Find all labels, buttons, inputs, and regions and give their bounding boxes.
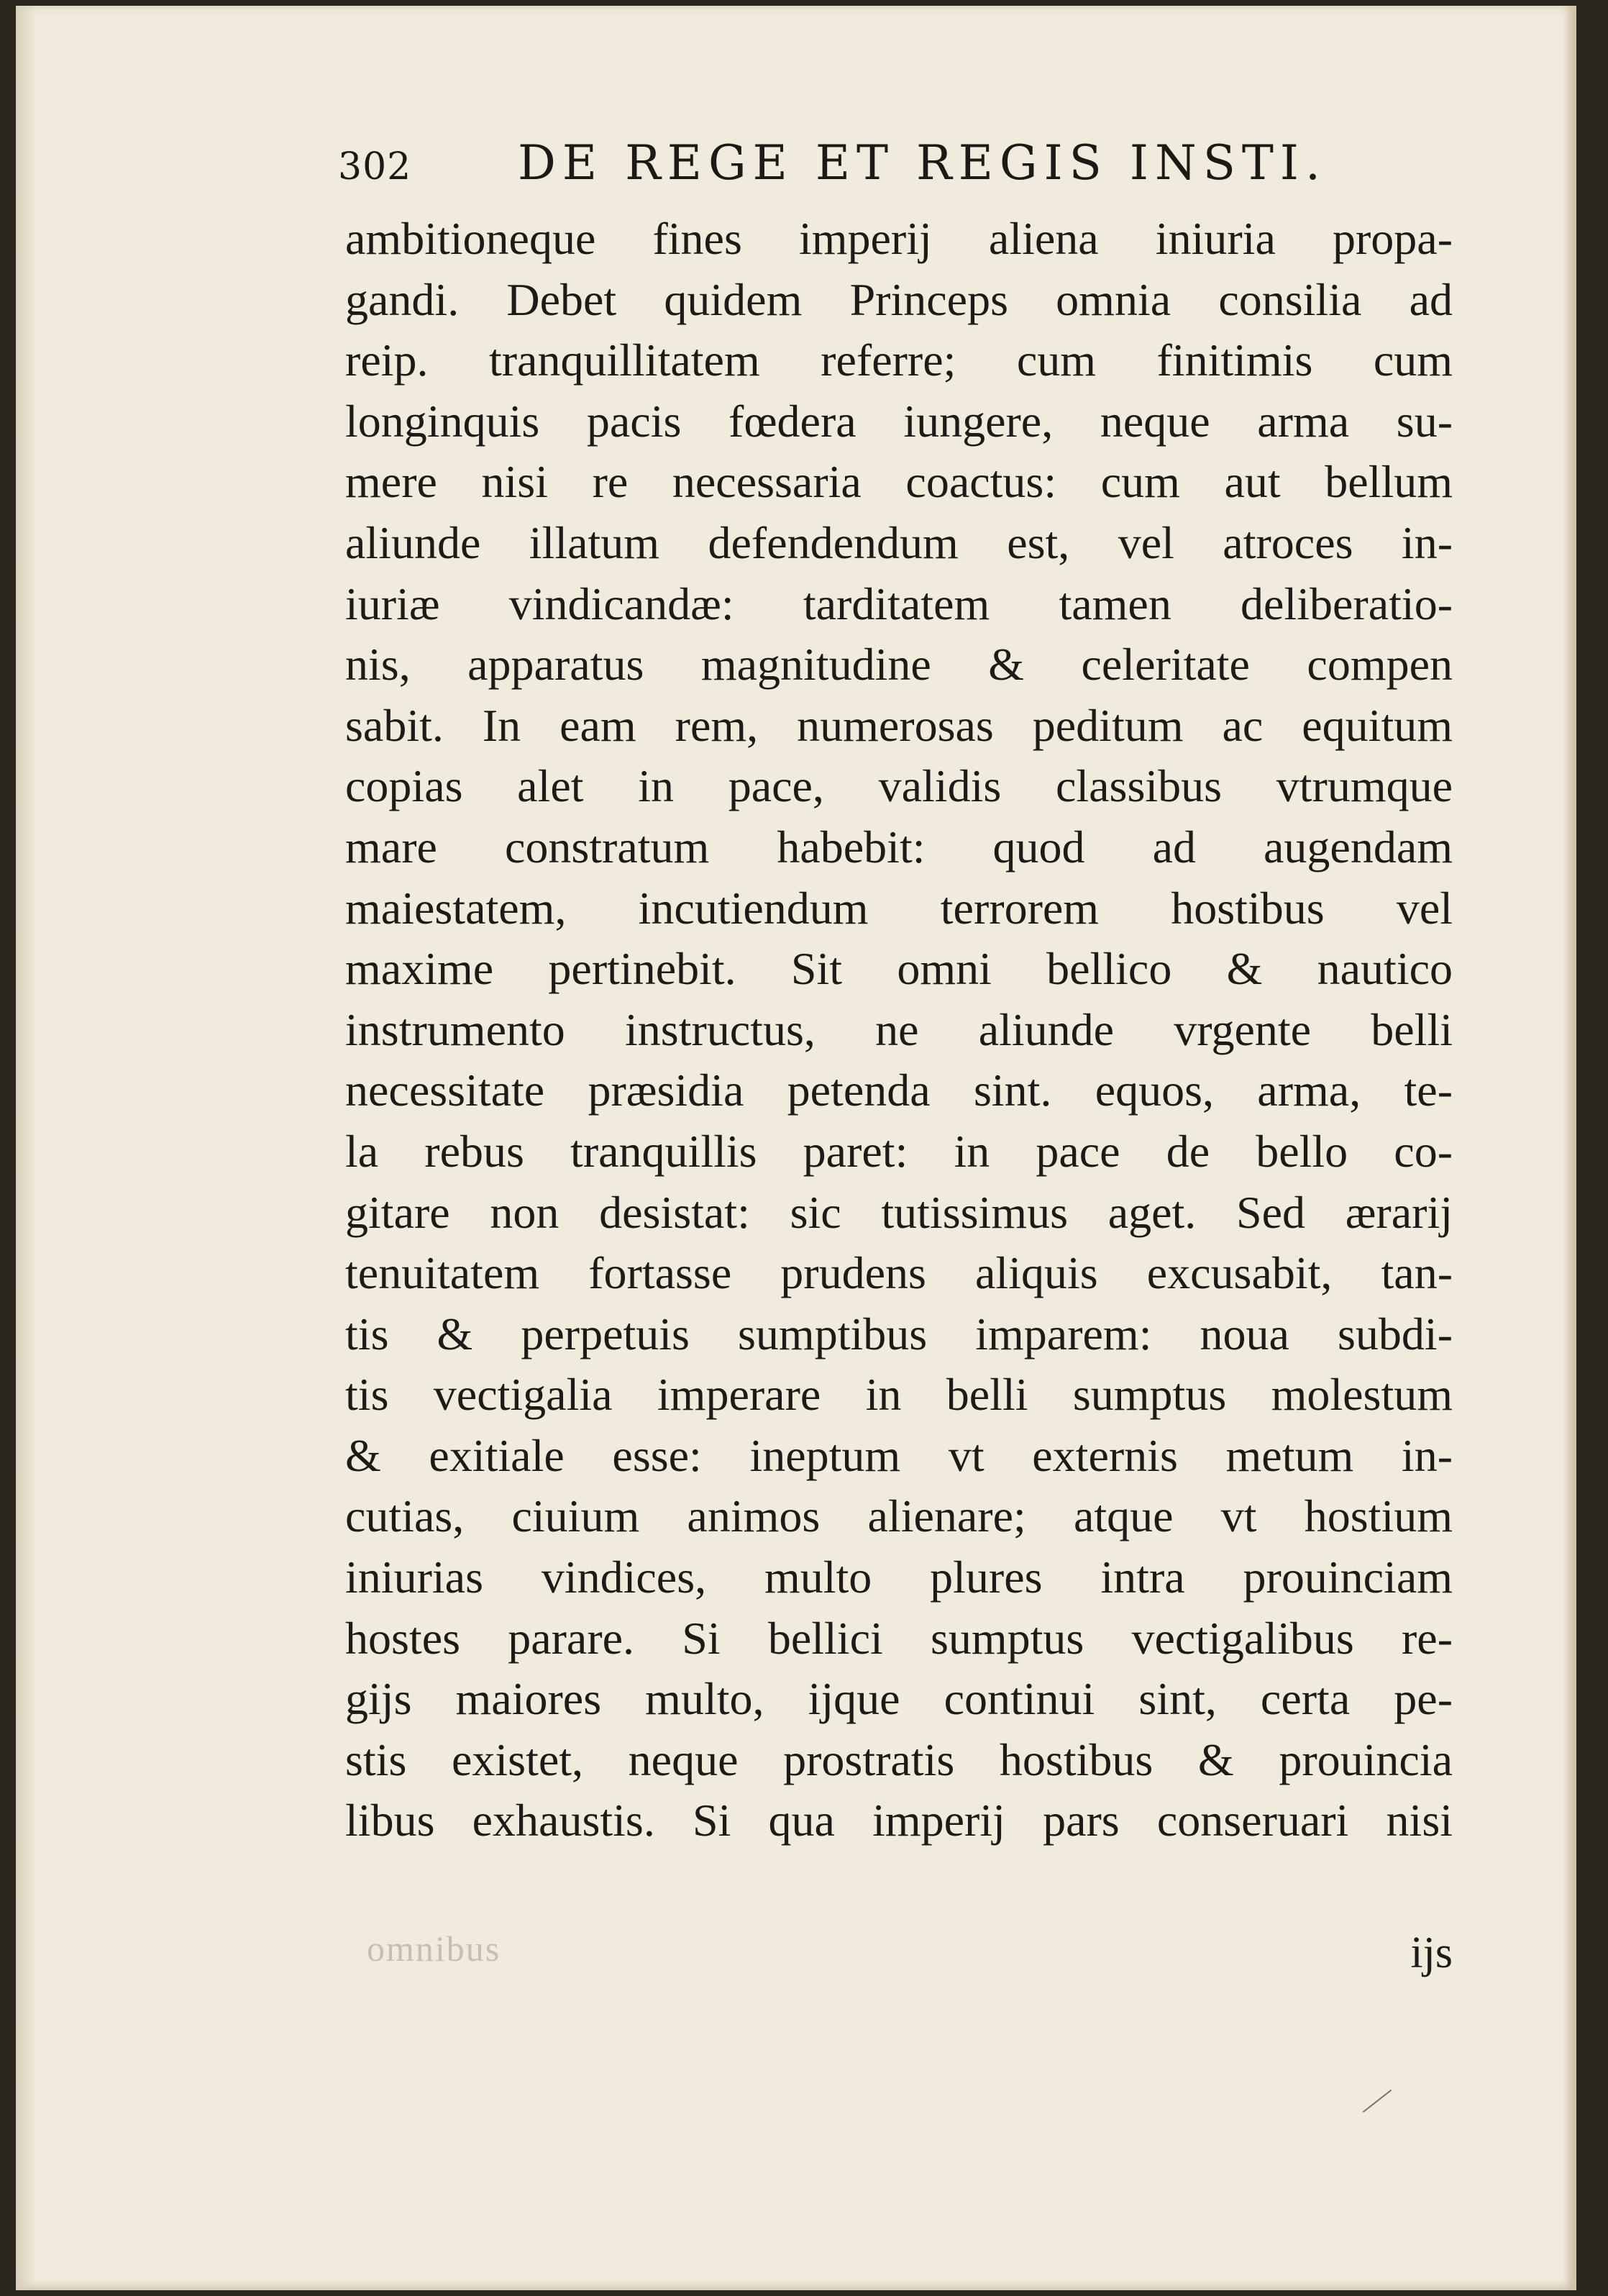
text-line: mere nisi re necessaria coactus: cum aut bellum xyxy=(345,456,1453,508)
page-number: 302 xyxy=(338,145,412,188)
text-line: copias alet in pace, validis classibus vtrumque xyxy=(345,760,1453,812)
fore-edge-shadow xyxy=(1563,6,1576,2290)
text-line: iuriæ vindicandæ: tarditatem tamen deliberatio- xyxy=(345,578,1453,629)
text-line: tenuitatem fortasse prudens aliquis excusabit, tan- xyxy=(345,1247,1453,1299)
text-line: stis existet, neque prostratis hostibus & prouincia xyxy=(345,1734,1453,1785)
text-line: reip. tranquillitatem referre; cum finitimis cum xyxy=(345,334,1453,386)
gutter-shadow xyxy=(16,6,37,2290)
text-line: sabit. In eam rem, numerosas peditum ac equitum xyxy=(345,699,1453,751)
running-head: DE REGE ET REGIS INSTI. xyxy=(518,135,1327,191)
text-line: gijs maiores multo, ijque continui sint, certa pe- xyxy=(345,1673,1453,1725)
text-line: instrumento instructus, ne aliunde vrgente belli xyxy=(345,1003,1453,1055)
text-line: hostes parare. Si bellici sumptus vectigalibus re- xyxy=(345,1612,1453,1664)
text-line: cutias, ciuium animos alienare; atque vt hostium xyxy=(345,1490,1453,1542)
text-line: nis, apparatus magnitudine & celeritate compen xyxy=(345,639,1453,691)
text-line: libus exhaustis. Si qua imperij pars conseruari nisi xyxy=(345,1795,1453,1846)
text-line: tis vectigalia imperare in belli sumptus molestum xyxy=(345,1369,1453,1421)
text-line: & exitiale esse: ineptum vt externis metum in- xyxy=(345,1429,1453,1481)
text-line: tis & perpetuis sumptibus imparem: noua subdi- xyxy=(345,1308,1453,1359)
text-line: necessitate præsidia petenda sint. equos, arma, te- xyxy=(345,1065,1453,1116)
text-line: maxime pertinebit. Sit omni bellico & nautico xyxy=(345,943,1453,995)
body-text xyxy=(345,209,1453,1851)
text-line: longinquis pacis fœdera iungere, neque arma su- xyxy=(345,395,1453,447)
catchword: ijs xyxy=(1410,1928,1453,1977)
text-line: gandi. Debet quidem Princeps omnia consilia ad xyxy=(345,273,1453,325)
text-line: la rebus tranquillis paret: in pace de bello co- xyxy=(345,1125,1453,1177)
text-line: iniurias vindices, multo plures intra prouinciam xyxy=(345,1552,1453,1603)
text-line: aliunde illatum defendendum est, vel atroces in- xyxy=(345,516,1453,568)
text-line: gitare non desistat: sic tutissimus aget. Sed ærarij xyxy=(345,1186,1453,1238)
text-line: maiestatem, incutiendum terrorem hostibus vel xyxy=(345,882,1453,934)
text-line: mare constratum habebit: quod ad augendam xyxy=(345,821,1453,873)
page-header xyxy=(338,129,1330,209)
page-footer xyxy=(345,1928,1453,1985)
show-through-text: omnibus xyxy=(367,1928,501,1969)
text-line: ambitioneque fines imperij aliena iniuria propa- xyxy=(345,213,1453,264)
